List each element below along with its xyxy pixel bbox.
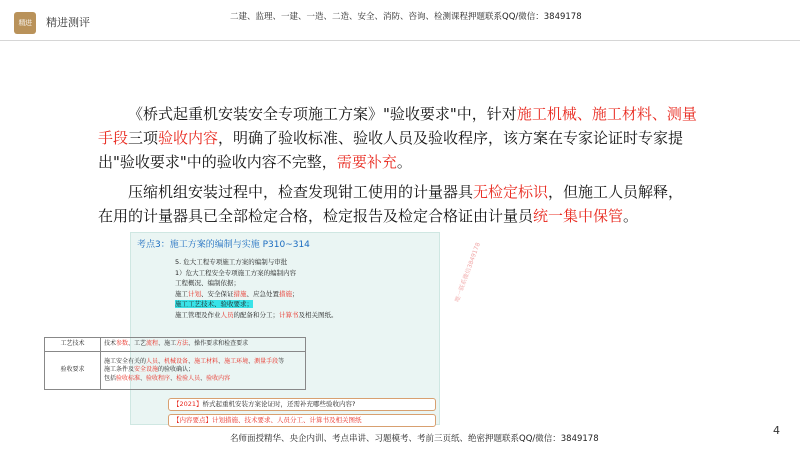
table-value-cell: [101, 338, 306, 352]
cell-text: 、操作要求和检查要求: [188, 340, 249, 348]
cell-text: 、: [200, 374, 207, 382]
card-red-text: 措施: [233, 289, 247, 298]
page-number: 4: [773, 424, 780, 437]
card-red-text: 人员: [220, 310, 234, 319]
card-line-highlighted: [175, 299, 437, 310]
p1-highlight-3: 需要补充: [336, 153, 397, 171]
cell-red-text: 验收标准: [116, 374, 141, 382]
p1-text-3: ，明确了验收标准、验收人员及验收程序，该方案在专家论证时专家提出"验收要求"中的验收内容不完整，: [98, 129, 684, 171]
cell-text: 、: [158, 357, 165, 365]
card-line: 5. 危大工程专项施工方案的编制与审批: [175, 258, 288, 266]
knowledge-card: [130, 232, 440, 425]
question-tag: 【2021】: [173, 400, 203, 408]
question-box: [168, 398, 436, 411]
cell-red-text: 参数: [116, 340, 129, 348]
cell-red-text: 施工环境: [224, 357, 249, 365]
p2-text-3: 。: [623, 207, 639, 225]
brand-logo: [14, 12, 36, 34]
cell-line: [104, 375, 302, 384]
card-text: ；: [292, 289, 299, 298]
card-text: 、安全保证: [201, 289, 234, 298]
card-text: 及相关图纸。: [298, 310, 338, 319]
cell-text: 等: [278, 357, 285, 365]
card-highlight-text: 施工工艺技术、验收要求；: [175, 300, 253, 308]
header-notice: 二建、监理、一建、一造、二造、安全、消防、咨询、检测课程押题联系QQ/微信：3849178: [230, 12, 582, 22]
p2-highlight-2: 统一集中保管: [533, 207, 624, 225]
p1-text-1: 《桥式起重机安装安全专项施工方案》"验收要求"中，针对: [128, 105, 517, 123]
card-red-text: 措施: [279, 289, 292, 298]
cell-text: 施工安全有关的: [104, 357, 147, 365]
cell-text: 、: [140, 374, 147, 382]
cell-red-text: 测量手段: [254, 357, 279, 365]
question-text: 桥式起重机安装方案论证时，还需补充哪些验收内容?: [202, 400, 356, 408]
cell-text: 技术: [104, 340, 117, 348]
cell-text: 、: [170, 374, 177, 382]
requirements-table: [44, 337, 306, 390]
card-heading: 考点3：施工方案的编制与实施 P310~314: [137, 240, 310, 250]
p2-highlight-1: 无检定标识: [473, 183, 549, 201]
card-line: 工程概况、编制依据；: [175, 279, 240, 287]
p1-text-4: 。: [396, 153, 412, 171]
p1-highlight-1: 施工机械、施工材料、测量手段: [98, 105, 697, 147]
cell-red-text: 流程: [146, 340, 159, 348]
cell-red-text: 施工材料: [194, 357, 219, 365]
answer-tag: 【内容要点】: [173, 416, 212, 424]
cell-text: 、: [218, 357, 225, 365]
paragraph-2: [98, 180, 698, 228]
cell-text: 、: [248, 357, 255, 365]
card-text: 施工管理及作业: [175, 310, 221, 319]
cell-text: 的验收确认；: [158, 366, 195, 374]
table-row: [45, 352, 306, 390]
card-red-text: 计划: [188, 289, 201, 298]
cell-red-text: 验收内容: [206, 374, 231, 382]
cell-red-text: 人员: [146, 357, 159, 365]
cell-text: 、: [188, 357, 195, 365]
cell-red-text: 验收程序: [146, 374, 171, 382]
card-body: [175, 257, 437, 320]
cell-text: 、工艺: [128, 340, 147, 348]
cell-line: [104, 358, 302, 367]
answer-text: 计划措施、技术要求、人员分工、计算书及相关图纸: [212, 416, 362, 424]
table-row: [45, 338, 306, 352]
card-text: 施工: [175, 289, 188, 298]
p1-text-2: 三项: [128, 129, 159, 147]
brand-name: 精进测评: [46, 16, 90, 29]
card-text: 的配备和分工；: [233, 310, 279, 319]
cell-text: 、施工: [158, 340, 177, 348]
p2-text-1: 压缩机组安装过程中，检查发现钳工使用的计量器具: [128, 183, 474, 201]
logo-text: 精进: [18, 19, 32, 27]
card-text: 、应急处置: [246, 289, 279, 298]
footer-notice: 名师面授精华、央企内训、考点串讲、习题模考、考前三页纸、绝密押题联系QQ/微信：3849178: [230, 434, 599, 444]
table-value-cell: [101, 352, 306, 390]
card-red-text: 计算书: [279, 310, 299, 319]
answer-box: [168, 414, 436, 427]
cell-red-text: 方法: [176, 340, 189, 348]
cell-text: 施工条件及: [104, 366, 135, 374]
card-line: 1）危大工程安全专项施工方案的编制内容: [175, 268, 297, 277]
cell-red-text: 机械设备: [164, 357, 189, 365]
paragraph-1: [98, 102, 698, 174]
watermark: 唯一联系微信3849178: [453, 241, 482, 304]
table-key-cell: 工艺技术: [45, 338, 101, 352]
cell-red-text: 检验人员: [176, 374, 201, 382]
cell-red-text: 安全设施: [134, 366, 159, 374]
p2-text-2: ，但施工人员解释，在用的计量器具已全部检定合格，检定报告及检定合格证由计量员: [98, 183, 684, 225]
header-divider: [0, 40, 800, 41]
card-line: [175, 310, 437, 321]
table-key-cell: 验收要求: [45, 352, 101, 390]
p1-highlight-2: 验收内容: [158, 129, 219, 147]
cell-text: 包括: [104, 374, 117, 382]
card-line: [175, 289, 437, 300]
cell-line: [104, 366, 302, 375]
